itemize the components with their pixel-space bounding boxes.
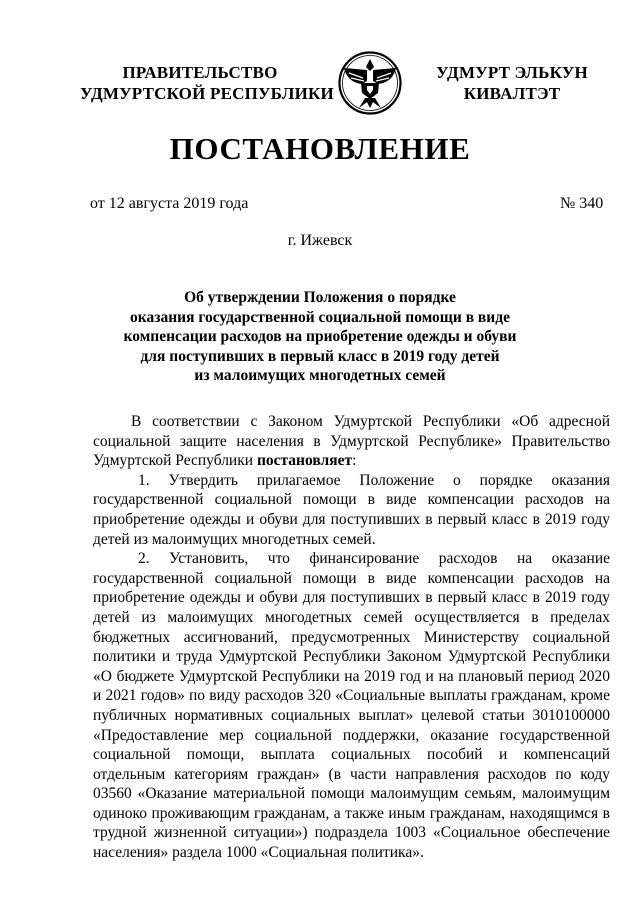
document-title: ПОСТАНОВЛЕНИЕ [169,131,471,166]
document-subject [120,288,520,386]
item-1-paragraph: 1. Утвердить прилагаемое Положение о порядке оказания государственной социальной помощи в виде компенсации расходов на приобретение одежды и обуви для поступивших в первый класс в 2019 году детей из малоимущих многодетных семей. [93,471,610,548]
preamble-paragraph [93,412,610,471]
subject-line: Об утверждении Положения о порядке [184,289,456,306]
government-name: ПРАВИТЕЛЬСТВО УДМУРТСКОЙ РЕСПУБЛИКИ [80,63,334,103]
subject-line: из малоимущих многодетных семей [194,367,446,384]
subject-line: компенсации расходов на приобретение одежды и обуви [123,328,517,345]
document-date: от 12 августа 2019 года [90,195,249,212]
document-city: г. Ижевск [287,232,353,249]
subject-line: оказания государственной социальной помощи в виде [130,308,510,326]
item-2-paragraph: 2. Установить, что финансирование расходов на оказание государственной социальной помощи в виде компенсации расходов на приобретение одежды и обуви для поступивших в первый класс в 2019 году детей из малоимущих многодетных семей осуществляется в пределах бюджетных ассигнований, предусмотренных Министерству социальной политики и труда Удмуртской Республики Законом Удмуртской Республики «О бюджете Удмуртской Республики на 2019 год и на плановый период 2020 и 2021 годов» по виду расходов 320 «Социальные выплаты гражданам, кроме публичных нормативных социальных выплат» целевой статьи 3010100000 «Предоставление мер социальной поддержки, оказание государственной социальной помощи, выплата социальных пособий и компенсаций отдельным категориям граждан» (в части направления расходов по коду 03560 «Оказание материальной помощи малоимущим семьям, малоимущим одиноко проживающим гражданам, а также иным гражданам, находящимся в трудной жизненной ситуации») подраздела 1003 «Социальное обеспечение населения» раздела 1000 «Социальная политика». [93,550,610,862]
subject-line: для поступивших в первый класс в 2019 году детей [140,347,500,365]
preamble-resolves: постановляет [256,452,353,470]
government-name-udmurt: УДМУРТ ЭЛЬКУН КИВАЛТЭТ [436,63,588,103]
coat-of-arms-emblem [337,50,403,116]
document-body [93,412,610,863]
preamble-end: : [352,452,357,470]
preamble-text: В соответствии с Законом Удмуртской Республики «Об адресной социальной защите населения в Удмуртской Республике» Правительство Удмуртской Республики [93,413,610,470]
document-number: № 340 [560,195,604,212]
